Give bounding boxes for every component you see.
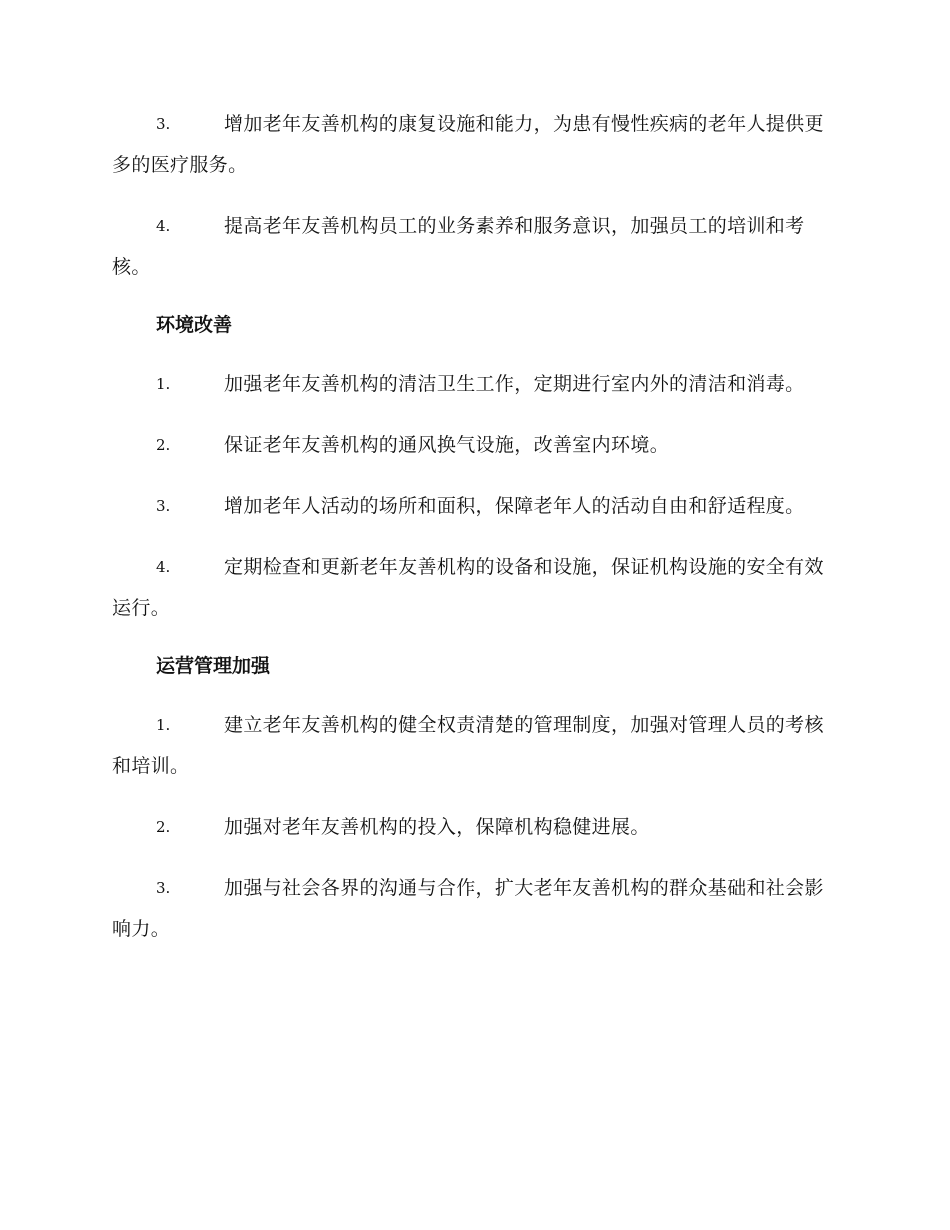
document-page xyxy=(112,104,834,970)
list-text: 建立老年友善机构的健全权责清楚的管理制度，加强对管理人员的考核和培训。 xyxy=(112,714,824,777)
list-item xyxy=(112,486,834,527)
list-text: 加强与社会各界的沟通与合作，扩大老年友善机构的群众基础和社会影响力。 xyxy=(112,877,824,940)
list-text: 加强对老年友善机构的投入，保障机构稳健进展。 xyxy=(224,816,650,838)
list-item xyxy=(112,364,834,405)
list-number: 1. xyxy=(156,375,171,393)
list-number: 3. xyxy=(156,115,171,133)
list-number: 1. xyxy=(156,716,171,734)
list-item xyxy=(112,104,834,186)
list-number: 4. xyxy=(156,217,171,235)
section-heading-operations: 运营管理加强 xyxy=(156,655,271,677)
list-number: 3. xyxy=(156,497,171,515)
section-heading-environment: 环境改善 xyxy=(156,314,233,336)
list-number: 3. xyxy=(156,879,171,897)
list-text: 加强老年友善机构的清洁卫生工作，定期进行室内外的清洁和消毒。 xyxy=(224,373,805,395)
list-item xyxy=(112,547,834,629)
list-text: 增加老年人活动的场所和面积，保障老年人的活动自由和舒适程度。 xyxy=(224,495,805,517)
list-text: 增加老年友善机构的康复设施和能力，为患有慢性疾病的老年人提供更多的医疗服务。 xyxy=(112,113,824,176)
list-item xyxy=(112,807,834,848)
list-item xyxy=(112,425,834,466)
list-text: 提高老年友善机构员工的业务素养和服务意识，加强员工的培训和考核。 xyxy=(112,215,805,278)
list-text: 定期检查和更新老年友善机构的设备和设施，保证机构设施的安全有效运行。 xyxy=(112,556,824,619)
list-item xyxy=(112,705,834,787)
list-number: 2. xyxy=(156,818,171,836)
list-number: 2. xyxy=(156,436,171,454)
list-number: 4. xyxy=(156,558,171,576)
list-item xyxy=(112,206,834,288)
list-item xyxy=(112,868,834,950)
list-text: 保证老年友善机构的通风换气设施，改善室内环境。 xyxy=(224,434,670,456)
